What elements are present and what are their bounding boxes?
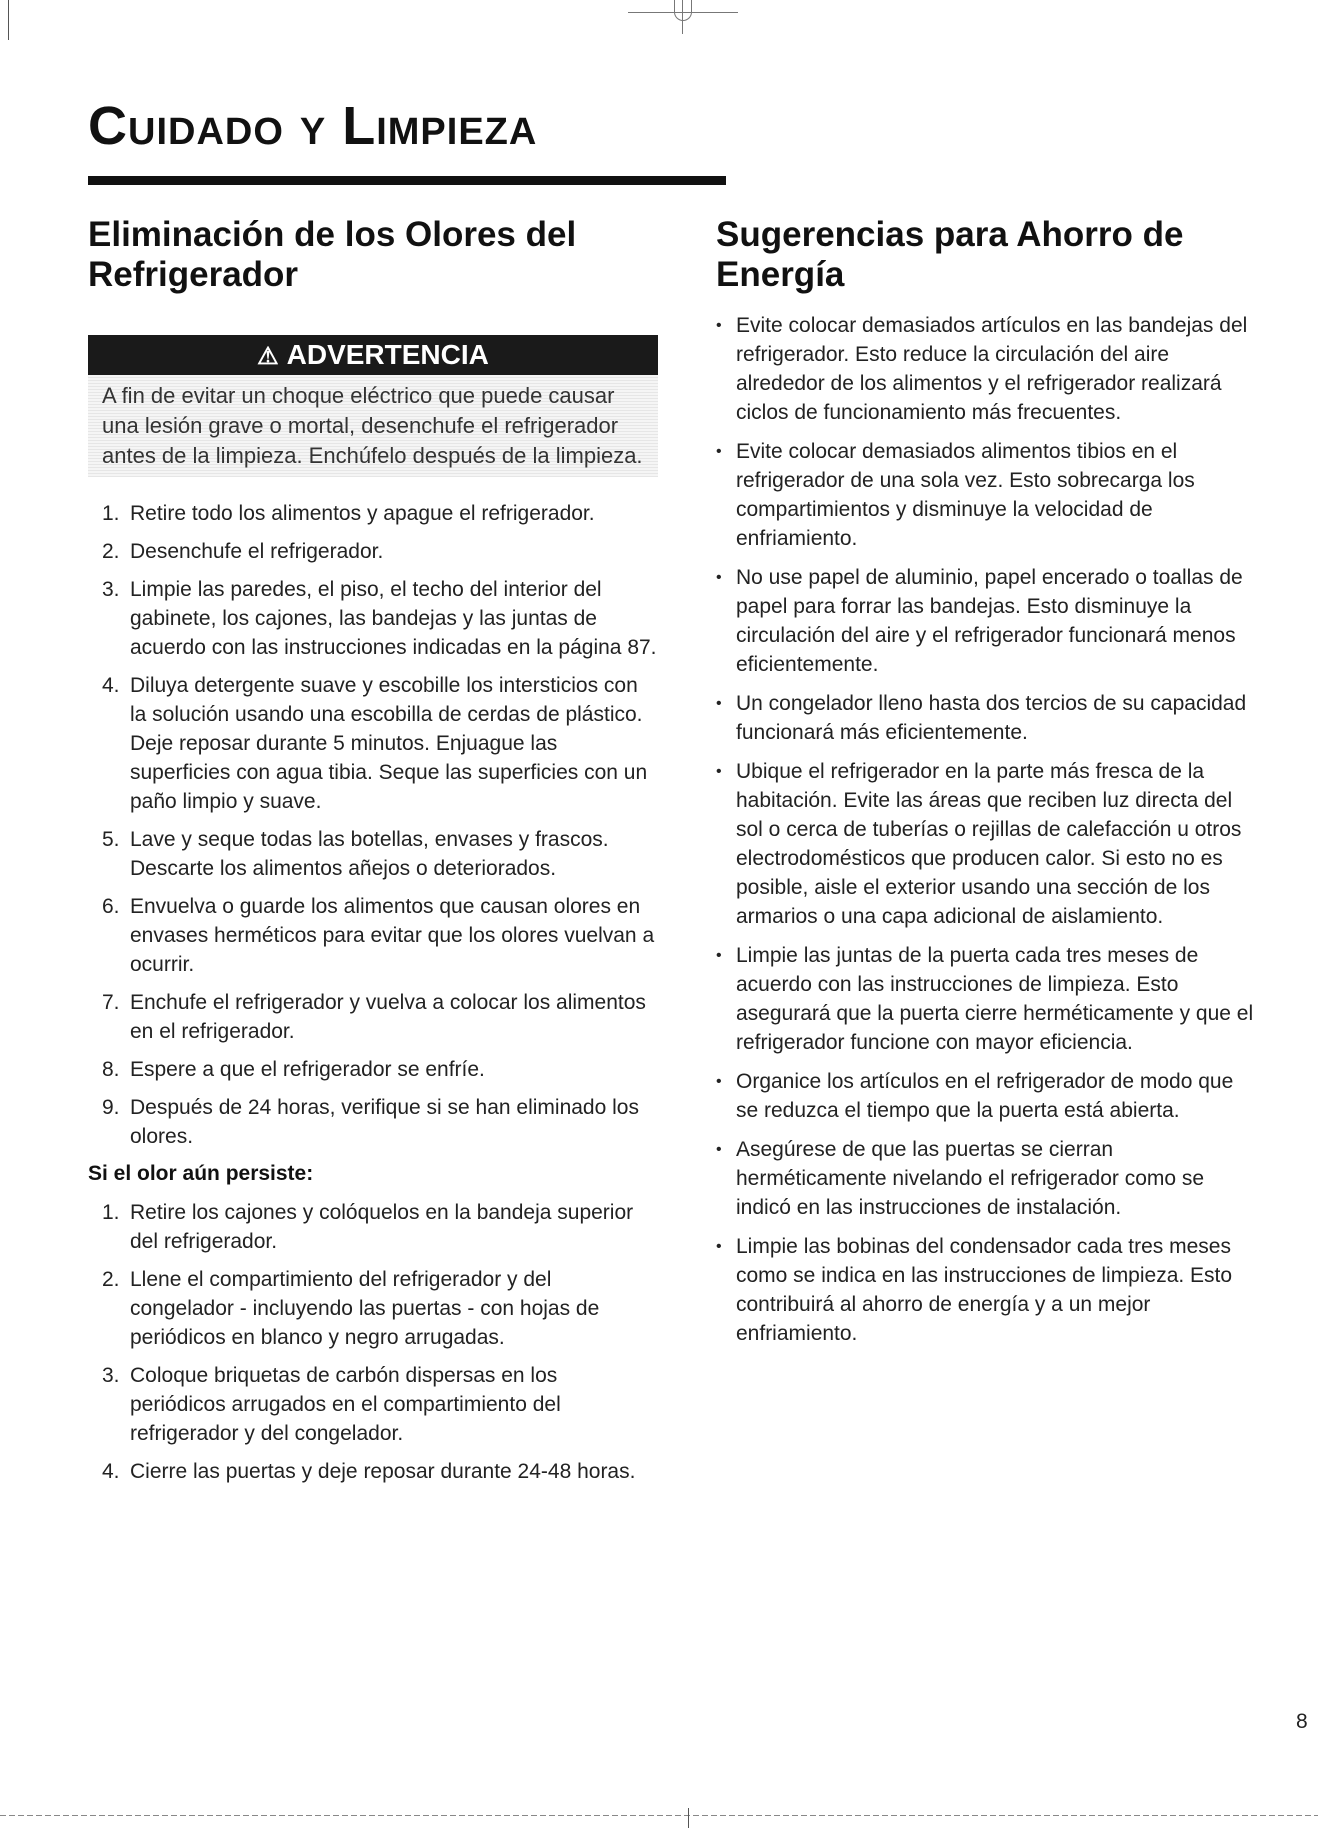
list-item: • Un congelador lleno hasta dos tercios de su capacidad funcionará más eficientemente.: [716, 689, 1256, 747]
right-column: [716, 215, 1256, 1358]
left-column: [88, 215, 658, 1495]
list-item: [88, 1361, 658, 1448]
energy-tips-list: [716, 311, 1256, 1348]
step-text: Coloque briquetas de carbón dispersas en los periódicos arrugados en el compartimiento del refrigerador y del congelador.: [130, 1364, 561, 1445]
page-title: Cuidado y Limpieza: [88, 96, 538, 156]
step-number: 1.: [102, 502, 120, 525]
list-item: [88, 537, 658, 566]
step-number: 1.: [102, 1201, 120, 1224]
step-text: Lave y seque todas las botellas, envases y frascos. Descarte los alimentos añejos o deteriorados.: [130, 828, 609, 880]
warning-header-text: ADVERTENCIA: [286, 339, 489, 370]
warning-triangle-icon: ⚠: [257, 343, 279, 370]
list-item: • Organice los artículos en el refrigerador de modo que se reduzca el tiempo que la puerta está abierta.: [716, 1067, 1256, 1125]
step-number: 8.: [102, 1058, 120, 1081]
step-number: 3.: [102, 1364, 120, 1387]
odor-persists-heading: Si el olor aún persiste:: [88, 1162, 314, 1185]
odor-removal-heading: Eliminación de los Olores del Refrigerador: [88, 215, 577, 294]
step-text: Envuelva o guarde los alimentos que causan olores en envases herméticos para evitar que los olores vuelvan a ocurrir.: [130, 895, 655, 976]
crop-mark: [8, 0, 9, 40]
list-item: • Limpie las bobinas del condensador cada tres meses como se indica en las instrucciones de limpieza. Esto contribuirá al ahorro de energía y a un mejor enfriamiento.: [716, 1232, 1256, 1348]
list-item: [88, 1457, 658, 1486]
list-item: • Ubique el refrigerador en la parte más fresca de la habitación. Evite las áreas que reciben luz directa del sol o cerca de tuberías o rejillas de calefacción u otros electrodomésticos que producen calor. Si esto no es posible, aisle el exterior usando una sección de los armarios o una capa adicional de aislamiento.: [716, 757, 1256, 931]
list-item: [88, 988, 658, 1046]
step-text: Retire los cajones y colóquelos en la bandeja superior del refrigerador.: [130, 1201, 634, 1253]
page-number: 8: [1296, 1710, 1308, 1733]
warning-box: [88, 335, 658, 477]
list-item: • No use papel de aluminio, papel encerado o toallas de papel para forrar las bandejas. Esto disminuye la circulación del aire y el refrigerador funcionará menos eficientemente.: [716, 563, 1256, 679]
list-item: • Evite colocar demasiados artículos en las bandejas del refrigerador. Esto reduce la circulación del aire alrededor de los alimentos y el refrigerador realizará ciclos de funcionamiento más frecuentes.: [716, 311, 1256, 427]
list-item: [88, 671, 658, 816]
list-item: [88, 1093, 658, 1151]
cleaning-steps: [88, 499, 658, 1151]
step-text: Diluya detergente suave y escobille los intersticios con la solución usando una escobilla de cerdas de plástico. Deje reposar durante 5 minutos. Enjuague las superficies con agua tibia. Seque las superficies con un paño limpio y suave.: [130, 674, 648, 813]
step-number: 6.: [102, 895, 120, 918]
step-number: 5.: [102, 828, 120, 851]
list-item: [88, 575, 658, 662]
step-number: 3.: [102, 578, 120, 601]
step-text: Cierre las puertas y deje reposar durante 24-48 horas.: [130, 1460, 636, 1483]
step-text: Limpie las paredes, el piso, el techo del interior del gabinete, los cajones, las bandejas y las juntas de acuerdo con las instrucciones indicadas en la página 87.: [130, 578, 657, 659]
list-item: [88, 892, 658, 979]
warning-header: [88, 335, 658, 375]
list-item: [88, 1055, 658, 1084]
bottom-crop-mark: [688, 1808, 689, 1828]
step-number: 4.: [102, 674, 120, 697]
energy-saving-heading: Sugerencias para Ahorro de Energía: [716, 215, 1184, 294]
list-item: • Asegúrese de que las puertas se cierran herméticamente nivelando el refrigerador como se indicó en las instrucciones de instalación.: [716, 1135, 1256, 1222]
bottom-trim-line: [0, 1815, 1318, 1816]
step-number: 7.: [102, 991, 120, 1014]
list-item: • Evite colocar demasiados alimentos tibios en el refrigerador de una sola vez. Esto sobrecarga los compartimientos y disminuye la velocidad de enfriamiento.: [716, 437, 1256, 553]
list-item: [88, 499, 658, 528]
list-item: • Limpie las juntas de la puerta cada tres meses de acuerdo con las instrucciones de limpieza. Esto asegurará que la puerta cierre herméticamente y que el refrigerador funcione con mayor eficiencia.: [716, 941, 1256, 1057]
step-number: 2.: [102, 540, 120, 563]
odor-persists-steps: [88, 1198, 658, 1486]
step-number: 4.: [102, 1460, 120, 1483]
list-item: [88, 1265, 658, 1352]
step-number: 2.: [102, 1268, 120, 1291]
registration-mark: [628, 0, 738, 36]
step-text: Retire todo los alimentos y apague el refrigerador.: [130, 502, 595, 525]
step-text: Espere a que el refrigerador se enfríe.: [130, 1058, 485, 1081]
step-text: Después de 24 horas, verifique si se han eliminado los olores.: [130, 1096, 639, 1148]
step-number: 9.: [102, 1096, 120, 1119]
list-item: [88, 825, 658, 883]
warning-body: A fin de evitar un choque eléctrico que puede causar una lesión grave o mortal, desenchufe el refrigerador antes de la limpieza. Enchúfelo después de la limpieza.: [88, 375, 658, 477]
title-rule: [88, 176, 726, 185]
step-text: Llene el compartimiento del refrigerador y del congelador - incluyendo las puertas - con hojas de periódicos en blanco y negro arrugadas.: [130, 1268, 600, 1349]
step-text: Desenchufe el refrigerador.: [130, 540, 384, 563]
list-item: [88, 1198, 658, 1256]
step-text: Enchufe el refrigerador y vuelva a colocar los alimentos en el refrigerador.: [130, 991, 646, 1043]
